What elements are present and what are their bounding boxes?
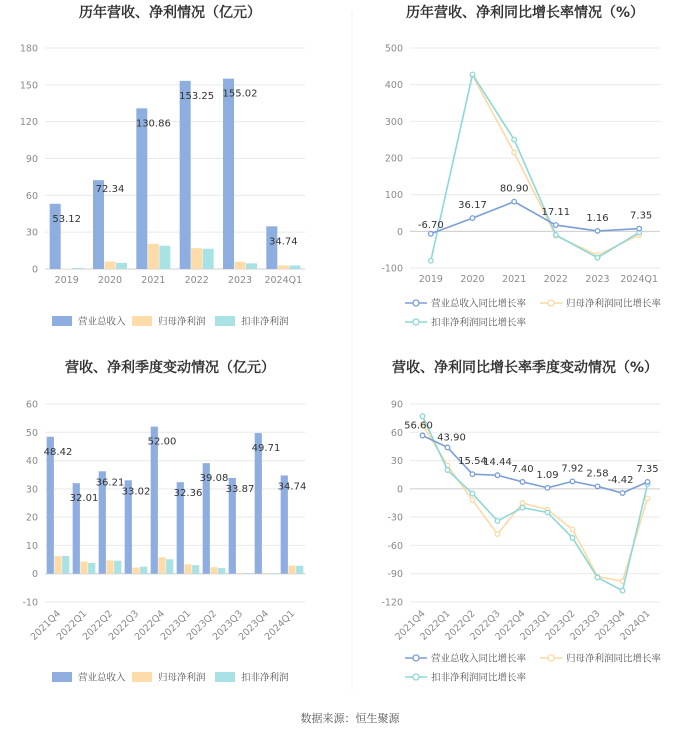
y-tick-label: 90	[390, 399, 403, 411]
data-label: 33.02	[121, 486, 151, 498]
legend-swatch	[132, 672, 152, 682]
data-label: 7.35	[636, 463, 659, 475]
bar	[88, 563, 95, 574]
data-label: 53.12	[52, 213, 81, 225]
y-tick-label: -120	[381, 597, 403, 609]
data-point	[429, 231, 434, 236]
x-tick-label: 2024Q1	[618, 608, 653, 643]
series-line	[473, 76, 640, 256]
data-label: 36.21	[95, 477, 125, 489]
data-label: 80.90	[499, 183, 529, 195]
x-tick-label: 2023Q2	[184, 608, 220, 643]
y-tick-label: -30	[387, 512, 403, 524]
bar	[106, 560, 113, 573]
bar	[184, 564, 191, 573]
y-tick-label: 180	[19, 43, 38, 55]
data-point	[570, 479, 575, 484]
data-label: 43.90	[437, 432, 466, 444]
data-point	[545, 486, 550, 491]
y-tick-label: 0	[31, 264, 38, 276]
y-tick-label: -10	[22, 597, 38, 609]
bar	[61, 269, 72, 270]
source-note: 数据来源：恒生聚源	[300, 712, 400, 725]
bar	[223, 79, 234, 269]
bar	[262, 574, 269, 575]
bar	[236, 573, 243, 574]
data-label: 49.71	[251, 443, 281, 455]
legend-label: 归母净利润同比增长率	[566, 653, 662, 665]
data-point	[512, 137, 517, 142]
y-tick-label: 100	[384, 190, 403, 202]
series-line	[423, 425, 648, 582]
legend-label: 营业总收入同比增长率	[431, 653, 527, 665]
data-label: 130.86	[135, 118, 171, 130]
x-tick-label: 2023Q1	[158, 608, 194, 643]
x-tick-label: 2024Q1	[262, 608, 298, 643]
legend-marker	[548, 655, 554, 661]
data-point	[495, 532, 500, 537]
data-point	[645, 480, 650, 485]
data-point	[512, 150, 517, 155]
bar	[288, 566, 295, 574]
data-point	[570, 527, 575, 532]
x-tick-label: 2021Q4	[28, 608, 64, 643]
x-tick-label: 2021	[502, 274, 527, 285]
data-label: 56.60	[404, 420, 433, 432]
data-point	[620, 588, 625, 593]
data-label: 17.11	[541, 207, 571, 219]
data-point	[520, 505, 525, 510]
bar	[192, 565, 199, 573]
series-line	[431, 74, 639, 260]
data-label: 1.09	[536, 469, 559, 481]
y-tick-label: 30	[25, 227, 38, 239]
y-tick-label: 40	[25, 456, 38, 468]
y-tick-label: 30	[390, 456, 403, 468]
x-tick-label: 2022Q4	[493, 608, 528, 643]
data-label: 2.58	[586, 468, 609, 480]
bar	[270, 574, 277, 575]
y-tick-label: 10	[25, 540, 38, 552]
legend-marker	[413, 300, 419, 306]
data-label: 153.25	[179, 90, 215, 102]
x-tick-label: 2024Q1	[620, 274, 659, 285]
data-point	[470, 498, 475, 503]
bar	[244, 573, 251, 574]
data-label: 155.02	[222, 88, 258, 100]
data-point	[554, 233, 559, 238]
x-tick-label: 2022Q1	[418, 608, 453, 643]
legend-label: 扣非净利润同比增长率	[431, 672, 527, 684]
y-tick-label: 60	[25, 190, 38, 202]
data-point	[595, 229, 600, 234]
legend-swatch	[215, 672, 235, 682]
data-label: 48.42	[43, 446, 73, 458]
x-tick-label: 2020	[460, 274, 485, 285]
bar	[289, 266, 300, 269]
legend-marker	[413, 319, 419, 325]
data-point	[420, 414, 425, 419]
bar	[73, 268, 84, 269]
bar	[235, 262, 246, 269]
x-tick-label: 2021	[141, 275, 166, 286]
x-tick-label: 2022Q4	[132, 608, 168, 643]
data-point	[520, 480, 525, 485]
legend-swatch	[132, 316, 152, 326]
data-point	[637, 226, 642, 231]
y-tick-label: 60	[390, 427, 403, 439]
bar	[246, 263, 257, 269]
y-tick-label: 0	[31, 569, 38, 581]
data-point	[645, 496, 650, 501]
x-tick-label: 2023Q3	[210, 608, 246, 643]
y-tick-label: 50	[25, 427, 38, 439]
x-tick-label: 2019	[418, 274, 443, 285]
y-tick-label: 0	[396, 484, 403, 496]
y-tick-label: 30	[25, 484, 38, 496]
data-point	[495, 519, 500, 524]
data-point	[429, 258, 434, 263]
bar	[80, 562, 87, 574]
legend-label: 营业总收入	[78, 672, 126, 684]
legend-label: 营业总收入	[78, 316, 126, 328]
data-point	[595, 575, 600, 580]
legend-label: 归母净利润	[158, 316, 206, 328]
annual-amount-panel	[20, 4, 305, 328]
y-tick-label: -60	[387, 540, 403, 552]
x-tick-label: 2023Q1	[518, 608, 553, 643]
bar	[54, 556, 61, 574]
legend-label: 扣非净利润	[241, 316, 289, 328]
data-point	[620, 491, 625, 496]
bar	[191, 248, 202, 269]
bar	[158, 557, 165, 573]
data-label: 1.16	[586, 212, 609, 224]
x-tick-label: 2022Q1	[54, 608, 90, 643]
legend-label: 营业总收入同比增长率	[431, 298, 527, 310]
data-label: 39.08	[199, 473, 229, 485]
bar	[180, 81, 191, 269]
bar	[203, 249, 214, 269]
data-point	[470, 216, 475, 221]
annual-growth-title: 历年营收、净利同比增长率情况（%）	[405, 5, 645, 21]
data-point	[512, 199, 517, 204]
y-tick-label: 400	[384, 80, 403, 92]
legend-marker	[548, 300, 554, 306]
bar	[132, 567, 139, 573]
y-tick-label: 120	[19, 117, 38, 129]
data-point	[445, 445, 450, 450]
legend-marker	[413, 655, 419, 661]
data-label: 7.40	[511, 463, 534, 475]
x-tick-label: 2019	[54, 275, 79, 286]
legend-label: 扣非净利润同比增长率	[431, 317, 527, 329]
x-tick-label: 2022Q3	[468, 608, 503, 643]
x-tick-label: 2022Q3	[106, 608, 142, 643]
bar	[166, 559, 173, 573]
x-tick-label: 2022Q2	[80, 608, 116, 643]
data-point	[420, 433, 425, 438]
data-label: 36.17	[458, 200, 487, 212]
y-tick-label: 90	[25, 154, 38, 165]
x-tick-label: 2023Q4	[236, 608, 272, 643]
y-tick-label: 500	[384, 43, 403, 55]
bar	[136, 108, 147, 269]
data-label: 52.00	[147, 436, 177, 448]
data-label: 15.54	[458, 456, 487, 468]
data-label: 32.36	[173, 488, 203, 500]
data-label: 33.87	[225, 483, 255, 495]
quarterly-growth-title: 营收、净利同比增长率季度变动情况（%）	[391, 360, 659, 376]
bar	[105, 262, 116, 269]
annual-growth-panel	[381, 4, 661, 329]
x-tick-label: 2022	[184, 275, 209, 286]
y-tick-label: 20	[25, 512, 38, 524]
bar	[62, 556, 69, 574]
data-point	[595, 255, 600, 260]
bar	[140, 567, 147, 574]
data-point	[595, 484, 600, 489]
data-point	[445, 468, 450, 473]
data-label: 7.35	[630, 210, 653, 222]
bar	[255, 433, 262, 574]
bar	[218, 568, 225, 574]
data-point	[570, 536, 575, 541]
x-tick-label: 2023Q2	[543, 608, 578, 643]
legend-label: 归母净利润同比增长率	[566, 298, 662, 310]
data-label: 32.01	[69, 493, 99, 505]
data-label: 7.92	[561, 463, 584, 475]
legend-swatch	[215, 316, 235, 326]
data-label: -6.70	[417, 219, 444, 231]
legend-label: 扣非净利润	[241, 672, 289, 684]
data-label: 14.44	[483, 457, 512, 469]
data-point	[470, 72, 475, 77]
legend-swatch	[52, 672, 72, 682]
bar	[266, 226, 277, 269]
data-point	[470, 491, 475, 496]
y-tick-label: 60	[25, 399, 38, 411]
x-tick-label: 2023Q3	[568, 608, 603, 643]
x-tick-label: 2023	[227, 275, 253, 286]
data-point	[554, 223, 559, 228]
bar	[159, 246, 170, 269]
data-label: -4.42	[607, 475, 634, 487]
data-label: 72.34	[95, 184, 125, 196]
quarterly-amount-panel	[22, 359, 306, 684]
y-tick-label: 300	[384, 116, 403, 128]
bar	[148, 244, 159, 269]
bar	[296, 566, 303, 574]
data-label: 34.74	[269, 236, 298, 248]
x-tick-label: 2021Q4	[393, 608, 428, 643]
data-point	[495, 473, 500, 478]
y-tick-label: -100	[381, 263, 403, 275]
y-tick-label: -90	[387, 569, 403, 581]
x-tick-label: 2022Q2	[443, 608, 478, 643]
annual-amount-title: 历年营收、净利情况（亿元）	[79, 5, 261, 21]
quarterly-growth-panel	[381, 359, 661, 684]
legend-swatch	[52, 316, 72, 326]
data-point	[520, 501, 525, 506]
data-point	[545, 510, 550, 515]
y-tick-label: 200	[384, 153, 403, 165]
bar	[151, 427, 158, 574]
data-label: 34.74	[277, 481, 307, 493]
y-tick-label: 0	[396, 226, 403, 238]
legend-marker	[413, 674, 419, 680]
data-point	[470, 472, 475, 477]
bar	[210, 567, 217, 574]
bar	[278, 265, 289, 269]
bar	[116, 263, 127, 269]
x-tick-label: 2020	[97, 275, 123, 286]
legend-label: 归母净利润	[158, 672, 206, 684]
x-tick-label: 2023Q4	[593, 608, 628, 643]
x-tick-label: 2022	[543, 274, 568, 285]
y-tick-label: 150	[19, 80, 38, 92]
bar	[114, 561, 121, 574]
x-tick-label: 2024Q1	[264, 275, 303, 286]
quarterly-amount-title: 营收、净利季度变动情况（亿元）	[65, 360, 275, 376]
x-tick-label: 2023	[585, 274, 610, 285]
